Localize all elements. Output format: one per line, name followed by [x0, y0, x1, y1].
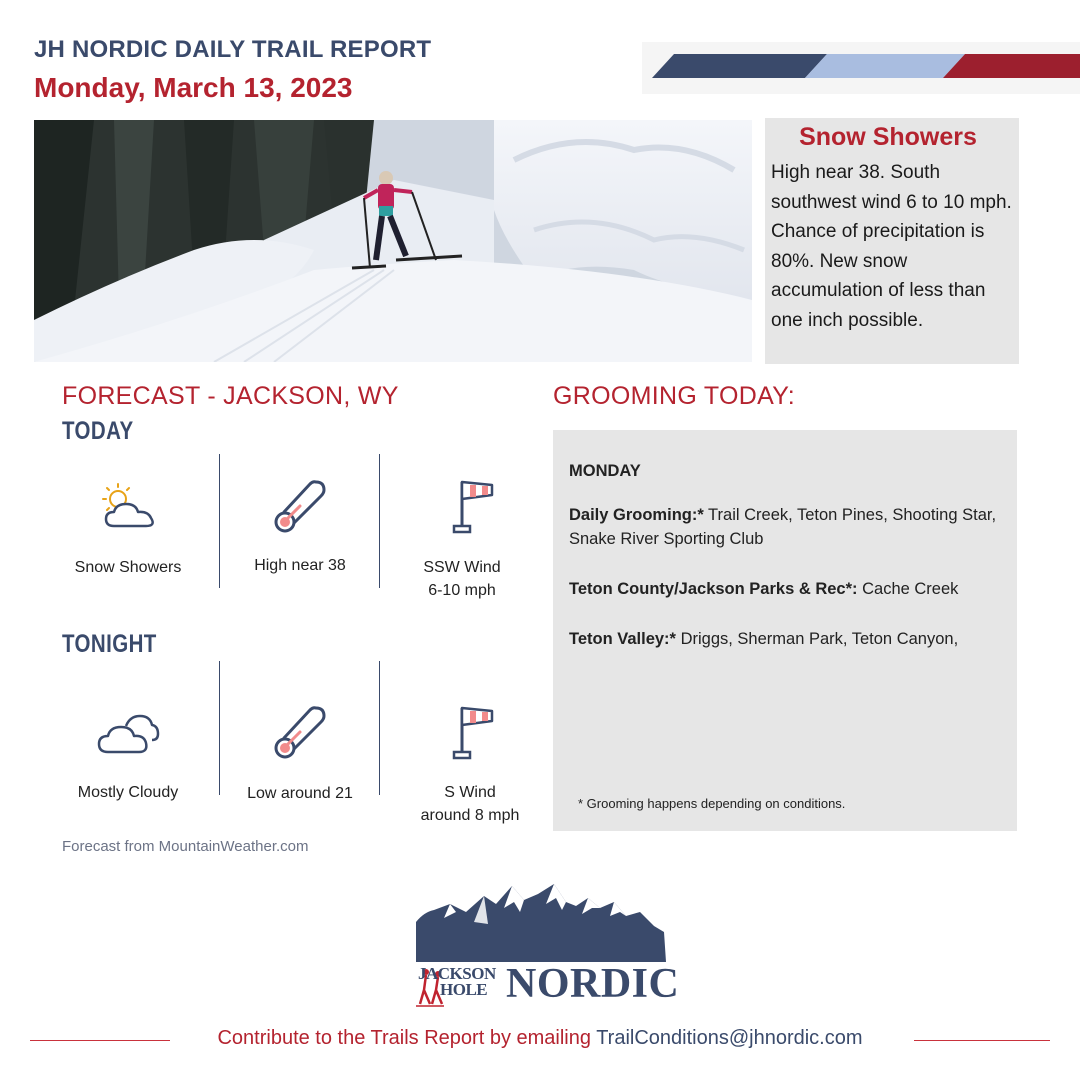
report-date: Monday, March 13, 2023 — [34, 72, 353, 103]
today-wind-label — [382, 556, 542, 602]
grooming-heading: GROOMING TODAY: — [553, 382, 796, 410]
logo-text-jackson: JACKSON — [418, 964, 496, 983]
thermometer-icon — [270, 704, 330, 760]
tonight-wind-speed: around 8 mph — [420, 807, 520, 824]
grooming-entry-label: Teton County/Jackson Parks & Rec*: — [569, 580, 858, 598]
header-stripes — [652, 54, 1080, 78]
skier-photo-illustration — [34, 120, 752, 362]
partly-sunny-icon — [96, 482, 160, 532]
skier-photo — [34, 120, 752, 362]
logo-text-nordic: NORDIC — [506, 961, 680, 1007]
today-condition-label: Snow Showers — [74, 559, 182, 576]
tonight-wind-direction: S Wind — [444, 784, 496, 801]
tonight-low-label: Low around 21 — [247, 785, 353, 802]
windsock-icon — [446, 702, 496, 762]
footer-email-link[interactable]: TrailConditions@jhnordic.com — [596, 1027, 863, 1049]
grooming-entry-value: Driggs, Sherman Park, Teton Canyon, — [675, 630, 959, 648]
grooming-entry — [569, 503, 1009, 551]
grooming-entry — [569, 577, 1009, 601]
grooming-footnote: * Grooming happens depending on conditions. — [578, 796, 846, 811]
cloud-icon — [96, 712, 160, 756]
grooming-entry-label: Daily Grooming:* — [569, 506, 704, 524]
grooming-entry-label: Teton Valley:* — [569, 630, 676, 648]
stripe-red — [943, 54, 1080, 78]
tonight-label: TONIGHT — [62, 630, 157, 658]
today-label: TODAY — [62, 417, 134, 445]
report-eyebrow-title: JH NORDIC DAILY TRAIL REPORT — [34, 36, 432, 63]
forecast-heading: FORECAST - JACKSON, WY — [62, 382, 399, 410]
jackson-hole-nordic-logo — [414, 882, 680, 1012]
today-wind-speed: 6-10 mph — [428, 582, 496, 599]
tonight-wind-label — [390, 781, 550, 827]
weather-summary-description: High near 38. South southwest wind 6 to 10 mph. Chance of precipitation is 80%. New snow accumulation of less than one inch possible. — [771, 162, 1012, 331]
footer-contribute — [0, 1027, 1080, 1050]
weather-summary-panel — [765, 118, 1019, 364]
today-high-label: High near 38 — [254, 557, 346, 574]
stripe-lightblue — [805, 54, 965, 78]
grooming-entry-value: Cache Creek — [857, 580, 959, 598]
today-wind-direction: SSW Wind — [423, 559, 501, 576]
grooming-entry-value: Trail Creek, Teton Pines, Shooting Star, Snake River Sporting Club — [569, 506, 997, 548]
footer-prefix: Contribute to the Trails Report by emailing — [217, 1027, 597, 1049]
mountain-logo-icon — [414, 882, 674, 962]
weather-summary-title: Snow Showers — [799, 123, 977, 151]
grooming-day: MONDAY — [569, 462, 641, 480]
thermometer-icon — [270, 478, 330, 534]
grooming-entry — [569, 627, 1009, 651]
divider — [219, 661, 220, 795]
tonight-condition-label: Mostly Cloudy — [77, 784, 179, 801]
divider — [379, 661, 380, 795]
stripe-navy — [652, 54, 827, 78]
windsock-icon — [446, 476, 496, 536]
forecast-source: Forecast from MountainWeather.com — [62, 838, 309, 855]
grooming-panel — [553, 430, 1017, 831]
logo-text-hole: HOLE — [440, 980, 488, 999]
